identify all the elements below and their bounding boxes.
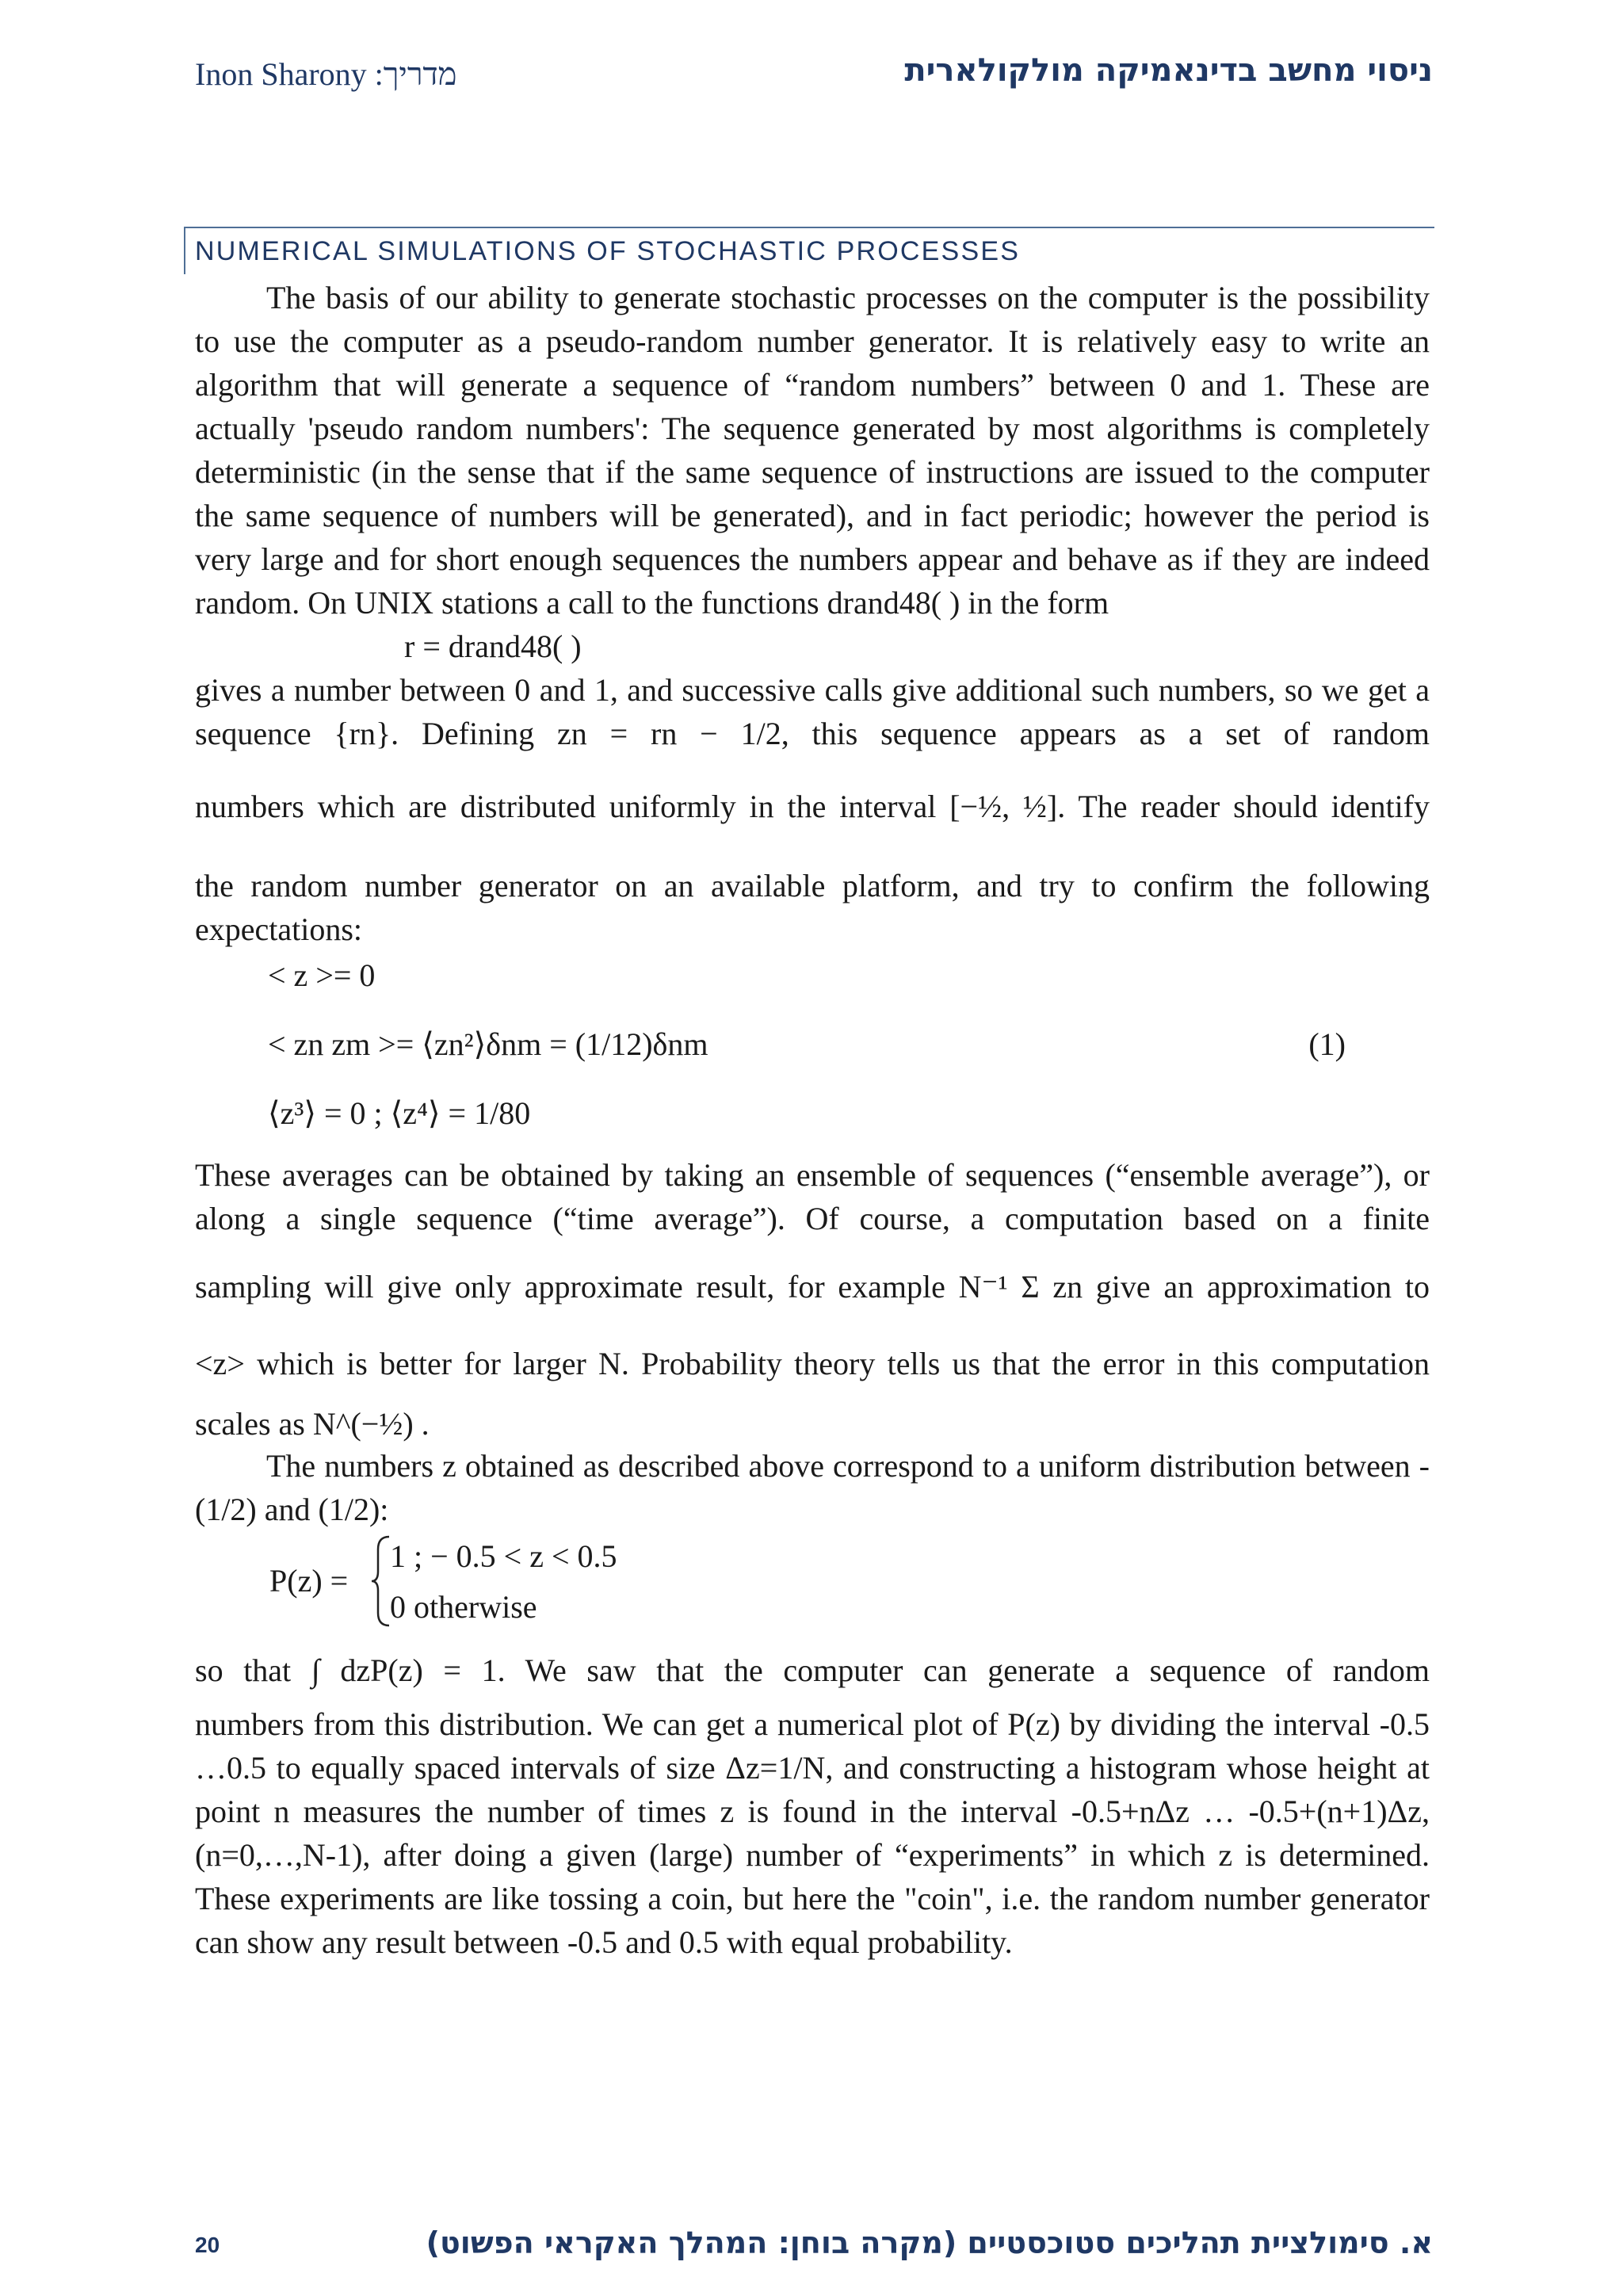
equation-moments: ⟨z³⟩ = 0 ; ⟨z⁴⟩ = 1/80 xyxy=(268,1095,531,1131)
footer-chapter-title: א. סימולציית תהליכים סטוכסטיים (מקרה בוחן: המהלך האקראי הפשוט) xyxy=(426,2225,1433,2260)
paragraph-1: The basis of our ability to generate stochastic processes on the computer is the possibility to use the computer as a pseudo-random number generator. It is relatively easy to write an algorithm that will generate a sequence of “random numbers” between 0 and 1. These are actually 'pseudo random numbers': The sequence generated by most algorithms is completely deterministic (in the sense that if the same sequence of instructions are issued to the computer the same sequence of numbers will be generated), and in fact periodic; however the period is very large and for short enough sequences the numbers appear and behave as if they are indeed random. On UNIX stations a call to the functions drand48( ) in the form xyxy=(195,280,1430,621)
paragraph-intro xyxy=(195,276,1430,625)
header-course-title: ניסוי מחשב בדינאמיקה מולקולארית xyxy=(904,52,1433,89)
section-rule-left-bar xyxy=(184,227,185,274)
equation-pz-case-2: 0 otherwise xyxy=(390,1589,537,1625)
equation-correlation: < zn zm >= ⟨zn²⟩δnm = (1/12)δnm xyxy=(268,1026,708,1062)
paragraph-2a: gives a number between 0 and 1, and successive calls give additional such numbers, so we get a sequence {rn}. Defining zn = rn − 1/2, this sequence appears as a set of random xyxy=(195,672,1430,751)
paragraph-5a: so that ∫ dzP(z) = 1. We saw that the computer can generate a sequence of random xyxy=(195,1652,1430,1688)
paragraph-3c: <z> which is better for larger N. Probability theory tells us that the error in this computation xyxy=(195,1346,1430,1381)
paragraph-2b: numbers which are distributed uniformly in the interval [−½, ½]. The reader should identify xyxy=(195,789,1430,824)
header-instructor: מדריך: Inon Sharony xyxy=(195,56,457,92)
paragraph-5b: numbers from this distribution. We can get a numerical plot of P(z) by dividing the interval -0.5 …0.5 to equally spaced intervals of size Δz=1/N, and constructing a histogram whose height at point n measures the number of times z is found in the interval -0.5+nΔz … -0.5+(n+1)Δz, (n=0,…,N-1), after doing a given (large) number of “experiments” in which z is determined. These experiments are like tossing a coin, but here the "coin", i.e. the random number generator can show any result between -0.5 and 0.5 with equal probability. xyxy=(195,1706,1430,1960)
paragraph-averages xyxy=(195,1153,1430,1240)
piecewise-brace xyxy=(369,1534,392,1629)
paragraph-sequence xyxy=(195,668,1430,755)
equation-number-1: (1) xyxy=(1308,1026,1346,1062)
page-number: 20 xyxy=(195,2233,220,2257)
paragraph-3b: sampling will give only approximate result, for example N⁻¹ Σ zn give an approximation to xyxy=(195,1269,1430,1305)
paragraph-3a: These averages can be obtained by taking an ensemble of sequences (“ensemble average”), or along a single sequence (“time average”). Of course, a computation based on a finite xyxy=(195,1157,1430,1236)
paragraph-sampling-block xyxy=(195,1265,1430,1308)
section-rule xyxy=(184,227,1434,228)
paragraph-integral xyxy=(195,1648,1430,1692)
paragraph-interval-block xyxy=(195,785,1430,828)
equation-pz-case-1: 1 ; − 0.5 < z < 0.5 xyxy=(390,1538,617,1574)
paragraph-scaling-block xyxy=(195,1402,1430,1446)
paragraph-4: The numbers z obtained as described above correspond to a uniform distribution between -(1/2) and (1/2): xyxy=(195,1448,1430,1527)
equation-pz-lhs: P(z) = xyxy=(269,1563,349,1599)
paragraph-histogram xyxy=(195,1702,1430,1964)
paragraph-error-block xyxy=(195,1342,1430,1385)
equation-mean: < z >= 0 xyxy=(268,957,376,993)
section-title: NUMERICAL SIMULATIONS OF STOCHASTIC PROCESSES xyxy=(195,236,1021,266)
equation-drand48: r = drand48( ) xyxy=(404,628,582,664)
paragraph-3d: scales as N^(−½) . xyxy=(195,1406,430,1442)
paragraph-expectations-block xyxy=(195,864,1430,951)
paragraph-uniform xyxy=(195,1444,1430,1531)
paragraph-2c: the random number generator on an available platform, and try to confirm the following expectations: xyxy=(195,868,1430,947)
